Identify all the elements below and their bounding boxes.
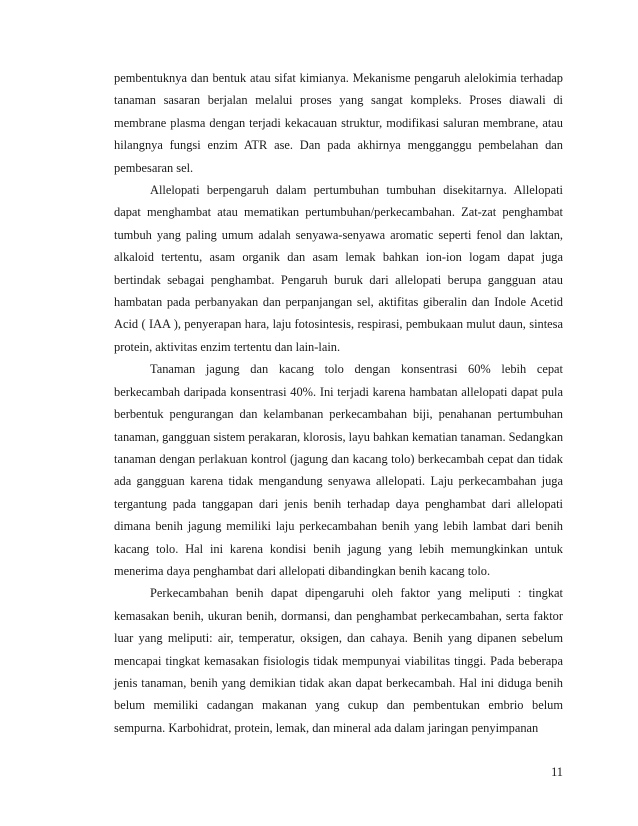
paragraph-tanaman-jagung: Tanaman jagung dan kacang tolo dengan konsentrasi 60% lebih cepat berkecambah daripada konsentrasi 40%. Ini terjadi karena hambatan allelopati dapat pula berbentuk pengurangan dan kelambanan perkecambahan biji, penahanan pertumbuhan tanaman, gangguan sistem perakaran, klorosis, layu bahkan kematian tanaman. Sedangkan tanaman dengan perlakuan kontrol (jagung dan kacang tolo) berkecambah cepat dan tidak ada gangguan karena tidak mengandung senyawa allelopati. Laju perkecambahan juga tergantung pada tanggapan dari jenis benih terhadap daya penghambat dari allelopati dimana benih jagung memiliki laju perkecambahan benih yang lebih lambat dari benih kacang tolo. Hal ini karena kondisi benih jagung yang lebih memungkinkan untuk menerima daya penghambat dari allelopati dibandingkan benih kacang tolo. — [114, 362, 564, 578]
paragraph-allelopati: Allelopati berpengaruh dalam pertumbuhan tumbuhan disekitarnya. Allelopati dapat menghambat atau mematikan pertumbuhan/perkecambahan. Zat-zat penghambat tumbuh yang paling umum adalah senyawa-senyawa aromatic seperti fenol dan laktan, alkaloid tertentu, asam organik dan asam lemak bahkan ion-ion logam dapat juga bertindak sebagai penghambat. Pengaruh buruk dari allelopati berupa gangguan atau hambatan pada perbanyakan dan perpanjangan sel, aktifitas giberalin dan Indole Acetid Acid ( IAA ), penyerapan hara, laju fotosintesis, respirasi, pembukaan mulut daun, sintesa protein, aktivitas enzim tertentu dan lain-lain. — [114, 183, 563, 354]
page-number: 11 — [551, 765, 563, 779]
paragraph-perkecambahan: Perkecambahan benih dapat dipengaruhi oleh faktor yang meliputi : tingkat kemasakan benih, ukuran benih, dormansi, dan penghambat perkecambahan, serta faktor luar yang meliputi: air, temperatur, oksigen, dan cahaya. Benih yang dipanen sebelum mencapai tingkat kemasakan fisiologis tidak mempunyai viabilitas tinggi. Pada beberapa jenis tanaman, benih yang demikian tidak akan dapat berkecambah. Hal ini diduga benih belum memiliki cadangan makanan yang cukup dan pembentukan embrio belum sempurna. Karbohidrat, protein, lemak, dan mineral ada dalam jaringan penyimpanan — [114, 586, 563, 735]
paragraph-continuation: pembentuknya dan bentuk atau sifat kimianya. Mekanisme pengaruh alelokimia terhadap tanaman sasaran berjalan melalui proses yang sangat kompleks. Proses diawali di membrane plasma dengan terjadi kekacauan struktur, modifikasi saluran membrane, atau hilangnya fungsi enzim ATR ase. Dan pada akhirnya mengganggu pembelahan dan pembesaran sel. — [114, 71, 563, 175]
body-text — [114, 67, 563, 739]
